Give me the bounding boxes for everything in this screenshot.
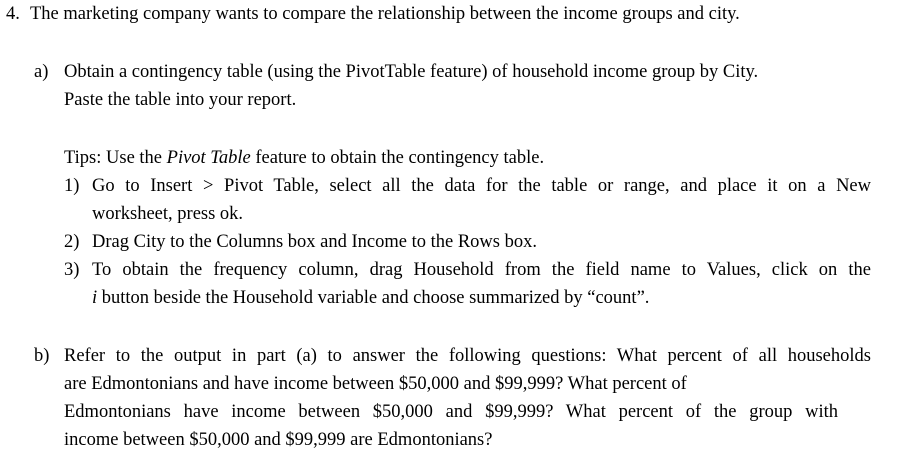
step-3-text-line-1: To obtain the frequency column, drag Household from the field name to Values, click on the (92, 260, 871, 280)
question-number: 4. (6, 4, 20, 24)
part-b-text-line-2: are Edmontonians and have income between $50,000 and $99,999? What percent of (64, 374, 687, 394)
part-b-text-line-3: Edmontonians have income between $50,000 and $99,999? What percent of the group with (64, 402, 838, 422)
step-1-text-line-1: Go to Insert > Pivot Table, select all the data for the table or range, and place it on a New (92, 176, 871, 196)
part-b-text-line-4: income between $50,000 and $99,999 are Edmontonians? (64, 430, 493, 450)
tips-intro (64, 146, 544, 170)
step-1-number: 1) (64, 176, 80, 196)
tips-prefix: Tips: Use the (64, 148, 167, 168)
step-2-number: 2) (64, 232, 80, 252)
part-a-text-line-2: Paste the table into your report. (64, 90, 297, 110)
step-3-line-2-rest: button beside the Household variable and choose summarized by “count”. (97, 288, 650, 308)
part-b-label: b) (34, 346, 50, 366)
step-3-italic-i: i (92, 288, 98, 308)
part-a-label: a) (34, 62, 49, 82)
part-a-text-line-1: Obtain a contingency table (using the PivotTable feature) of household income group by City. (64, 62, 759, 82)
step-3-number: 3) (64, 260, 80, 280)
tips-suffix: feature to obtain the contingency table. (250, 148, 545, 168)
part-b-text-line-1: Refer to the output in part (a) to answer the following questions: What percent of all households (64, 346, 871, 366)
step-3-text-line-2 (92, 286, 649, 310)
step-2-text: Drag City to the Columns box and Income to the Rows box. (92, 232, 537, 252)
question-text: The marketing company wants to compare the relationship between the income groups and city. (30, 4, 740, 24)
step-1-text-line-2: worksheet, press ok. (92, 204, 244, 224)
tips-italic-term: Pivot Table (166, 148, 251, 168)
